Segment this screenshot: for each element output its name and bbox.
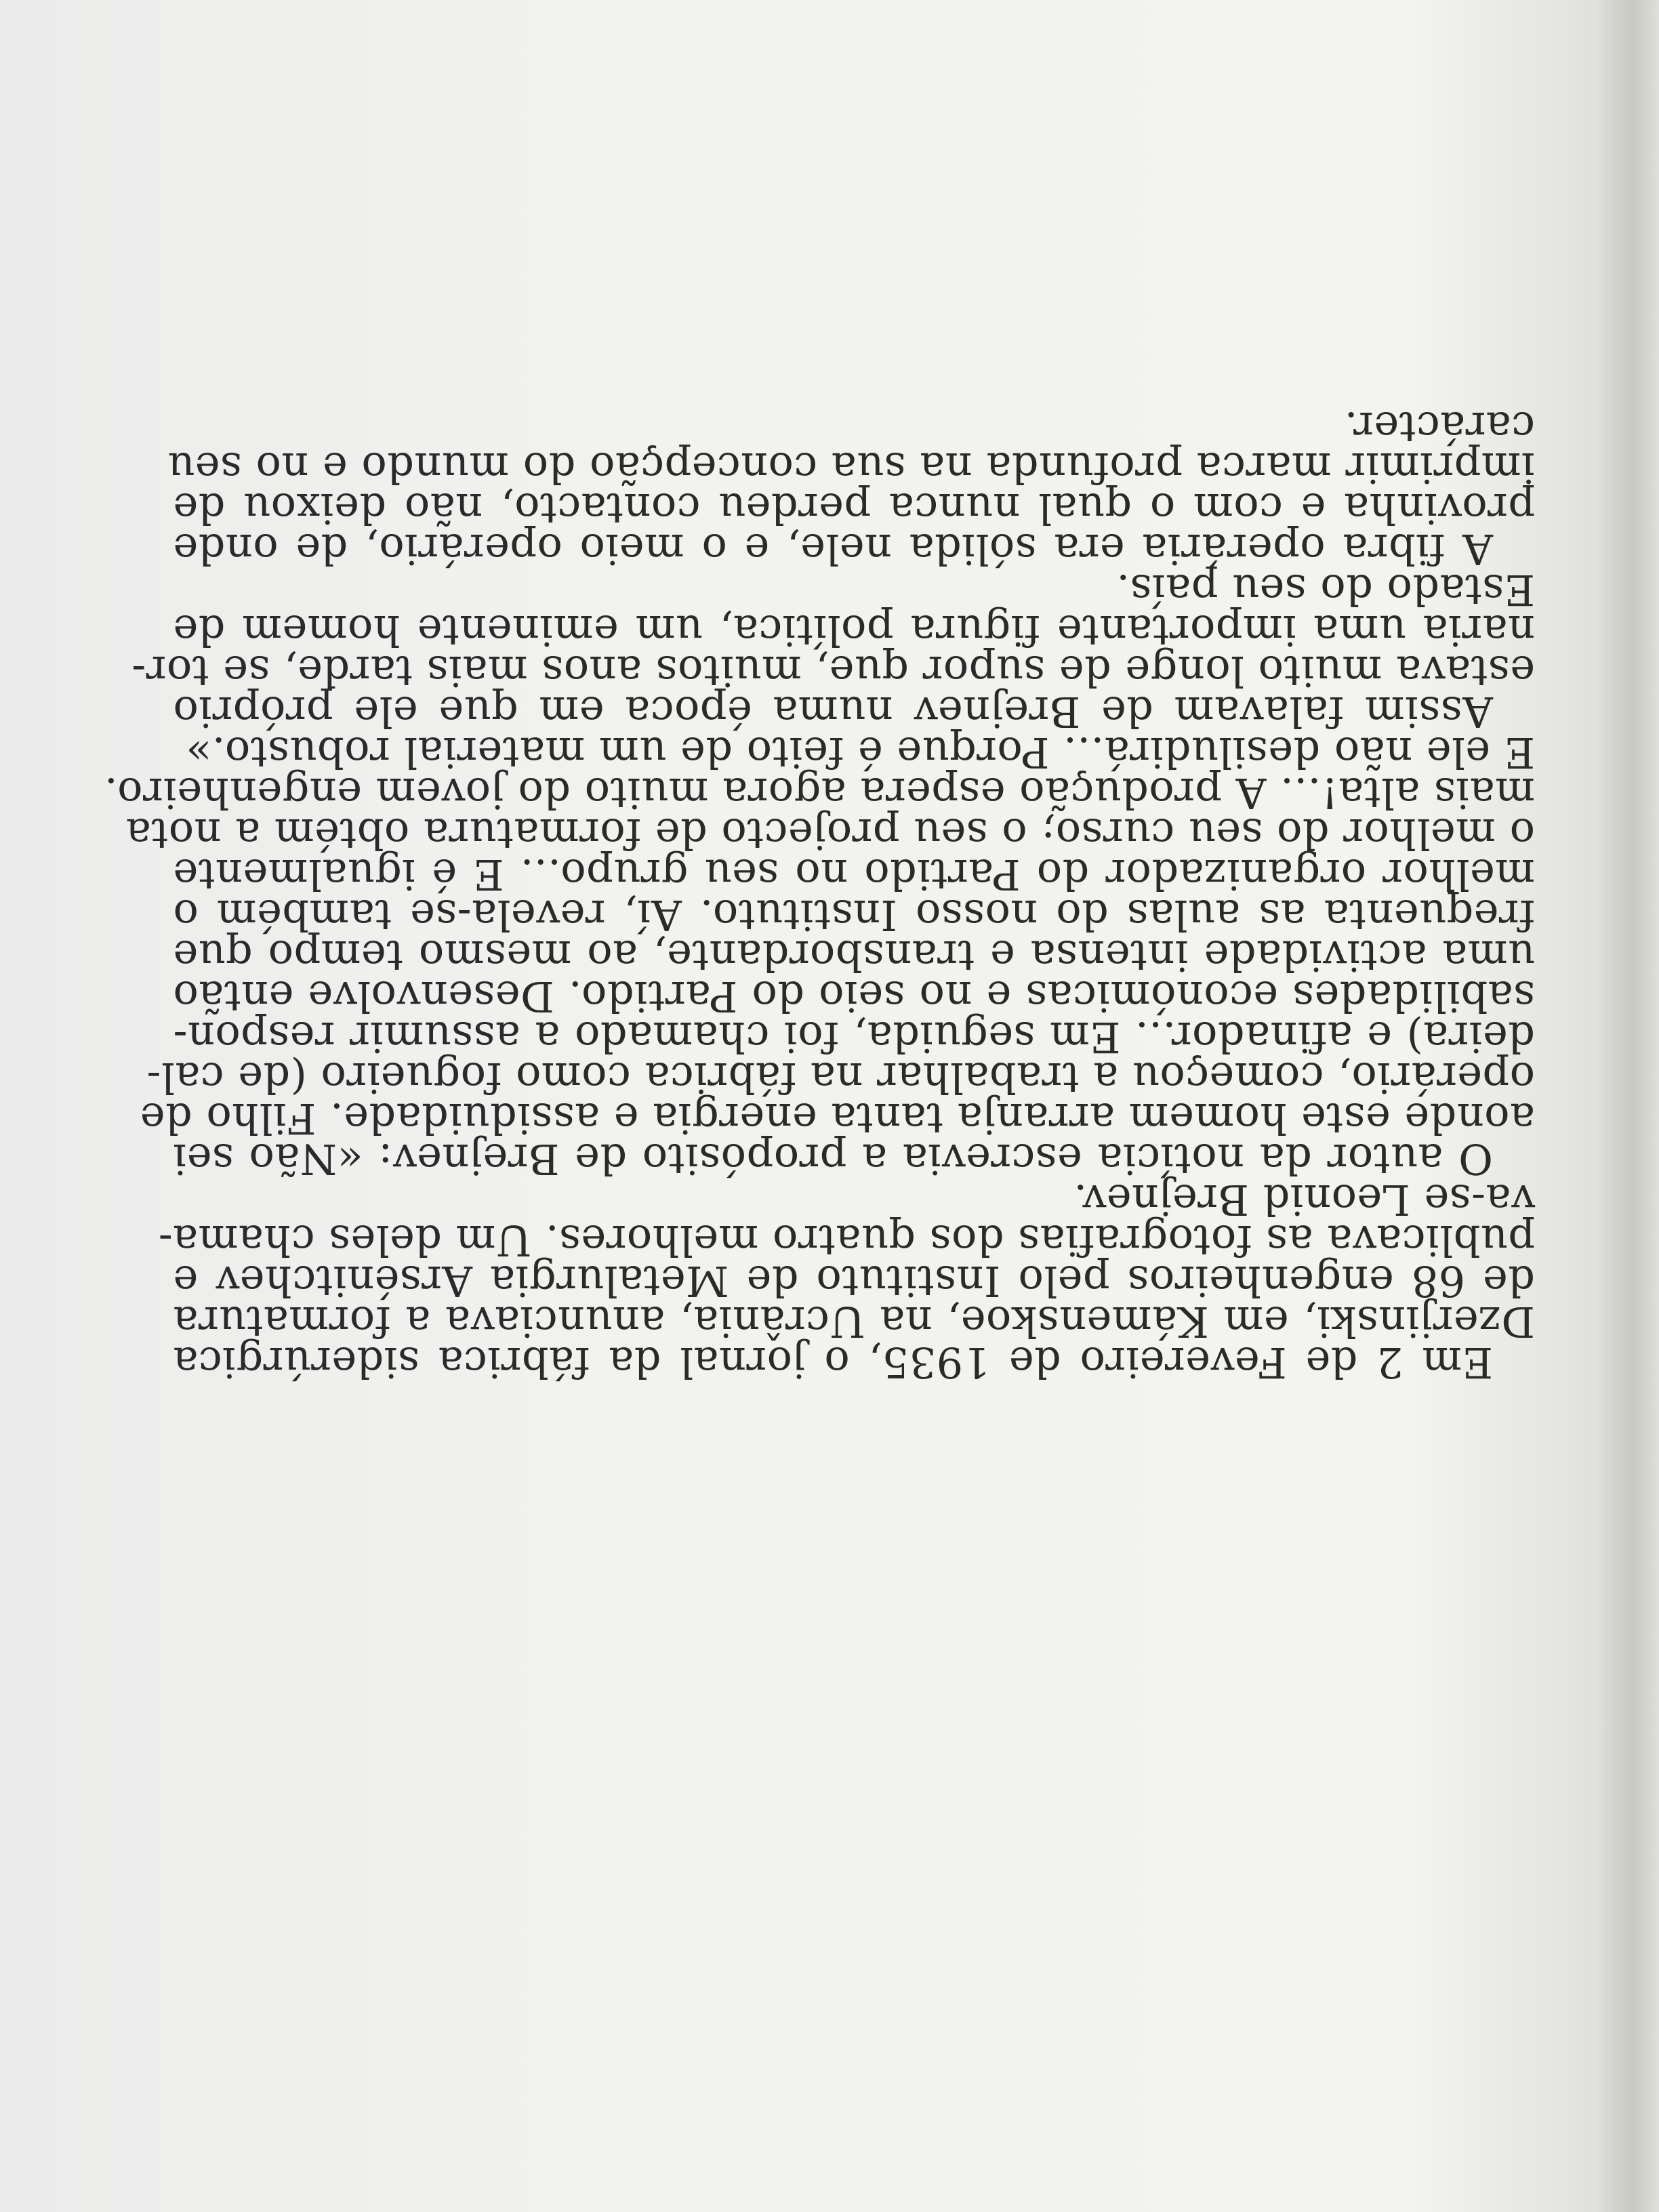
- paragraph-3: [131, 565, 1535, 737]
- text-line: melhor organizador do Partido no seu grupo... E é igualmente: [173, 850, 1535, 899]
- text-line: va-se Leonid Brejnev.: [1073, 1175, 1535, 1225]
- text-line: Estado do seu país.: [1115, 565, 1535, 615]
- text-line: de 68 engenheiros pelo Instituto de Metalurgia Arsénitchev e: [173, 1256, 1535, 1306]
- text-line: carácter.: [1344, 403, 1535, 452]
- text-line: A fibra operária era sólida nele, e o meio operário, de onde: [173, 525, 1493, 574]
- text-line: imprimir marca profunda na sua concepção do mundo e no seu: [167, 443, 1535, 493]
- text-line: E ele não desiludirá... Porque é feito de um material robusto.»: [185, 728, 1535, 777]
- text-line: provinha e com o qual nunca perdeu contacto, não deixou de: [173, 484, 1535, 533]
- text-line: frequenta as aulas do nosso Instituto. Aí, revela-se também o: [173, 890, 1535, 940]
- text-line: uma actividade intensa e transbordante, ao mesmo tempo que: [173, 931, 1535, 981]
- text-line: operário, começou a trabalhar na fábrica como fogueiro (de cal-: [146, 1053, 1535, 1103]
- text-line: o melhor do seu curso; o seu projecto de formatura obtém a nota: [125, 809, 1535, 859]
- paragraph-2: [104, 728, 1535, 1184]
- text-line: estava muito longe de supor que, muitos anos mais tarde, se tor-: [131, 647, 1535, 696]
- rotated-text-block: [104, 258, 1535, 1387]
- text-line: publicava as fotografias dos quatro melhores. Um deles chama-: [158, 1216, 1535, 1265]
- text-line: deira) e afinador... Em seguida, foi chamado a assumir respon-: [173, 1012, 1535, 1062]
- text-line: aonde este homem arranja tanta energia e assiduidade. Filho de: [140, 1094, 1535, 1143]
- text-line: Em 2 de Fevereiro de 1935, o jornal da fábrica siderúrgica: [173, 1338, 1493, 1387]
- book-gutter-shadow: [1598, 0, 1659, 2212]
- text-line: O autor da notícia escrevia a propósito de Brejnev: «Não sei: [173, 1134, 1493, 1184]
- text-line: sabilidades económicas e no seio do Partido. Desenvolve então: [173, 972, 1535, 1021]
- paragraph-1: [158, 1175, 1535, 1387]
- paragraph-4: [167, 403, 1535, 574]
- text-line: naria uma importante figura política, um eminente homem de: [173, 606, 1535, 655]
- text-line: mais alta!... A produção espera agora muito do jovem engenheiro.: [104, 769, 1535, 818]
- text-line: Dzerjinski, em Kámenskoe, na Ucrânia, anunciava a formatura: [173, 1297, 1535, 1347]
- text-line: Assim falavam de Brejnev numa época em que ele próprio: [173, 687, 1493, 737]
